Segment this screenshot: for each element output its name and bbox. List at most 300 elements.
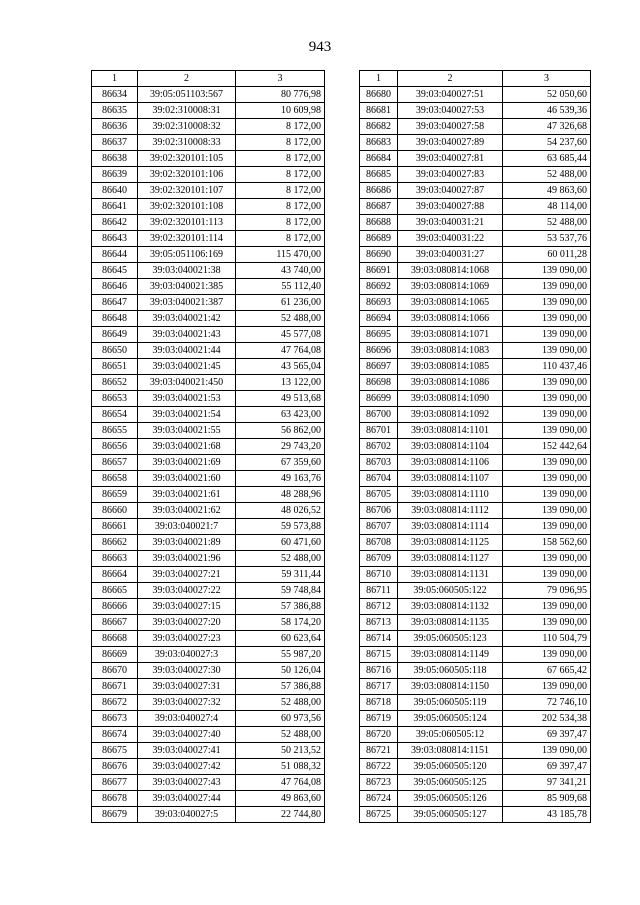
cadastral-number-cell: 39:03:040021:60 [138, 471, 236, 487]
value-cell: 59 748,84 [236, 583, 325, 599]
cadastral-number-cell: 39:03:040027:53 [398, 103, 503, 119]
cadastral-number-cell: 39:03:080814:1101 [398, 423, 503, 439]
value-cell: 139 090,00 [503, 471, 591, 487]
table-row [360, 295, 591, 311]
value-cell: 52 488,00 [503, 167, 591, 183]
row-number-cell: 86661 [92, 519, 138, 535]
cadastral-number-cell: 39:03:080814:1069 [398, 279, 503, 295]
cadastral-number-cell: 39:03:040027:30 [138, 663, 236, 679]
value-cell: 47 764,08 [236, 343, 325, 359]
table-row [92, 359, 325, 375]
value-cell: 51 088,32 [236, 759, 325, 775]
row-number-cell: 86707 [360, 519, 398, 535]
cadastral-number-cell: 39:02:320101:107 [138, 183, 236, 199]
cadastral-number-cell: 39:02:320101:106 [138, 167, 236, 183]
cadastral-number-cell: 39:03:080814:1149 [398, 647, 503, 663]
value-cell: 48 114,00 [503, 199, 591, 215]
table-row [360, 487, 591, 503]
row-number-cell: 86644 [92, 247, 138, 263]
table-row [360, 311, 591, 327]
cadastral-number-cell: 39:03:040021:43 [138, 327, 236, 343]
row-number-cell: 86712 [360, 599, 398, 615]
row-number-cell: 86646 [92, 279, 138, 295]
table-row [360, 759, 591, 775]
cadastral-number-cell: 39:03:080814:1106 [398, 455, 503, 471]
cadastral-number-cell: 39:03:040027:31 [138, 679, 236, 695]
registry-table-right [359, 70, 591, 823]
row-number-cell: 86701 [360, 423, 398, 439]
table-row [92, 487, 325, 503]
row-number-cell: 86724 [360, 791, 398, 807]
cadastral-number-cell: 39:05:060505:122 [398, 583, 503, 599]
table-row [360, 375, 591, 391]
value-cell: 52 488,00 [236, 311, 325, 327]
row-number-cell: 86713 [360, 615, 398, 631]
row-number-cell: 86640 [92, 183, 138, 199]
cadastral-number-cell: 39:03:040031:27 [398, 247, 503, 263]
row-number-cell: 86656 [92, 439, 138, 455]
value-cell: 115 470,00 [236, 247, 325, 263]
table-row [360, 567, 591, 583]
table-row [360, 247, 591, 263]
row-number-cell: 86671 [92, 679, 138, 695]
row-number-cell: 86718 [360, 695, 398, 711]
row-number-cell: 86687 [360, 199, 398, 215]
cadastral-number-cell: 39:03:040021:53 [138, 391, 236, 407]
table-row [92, 807, 325, 823]
table-row [92, 279, 325, 295]
value-cell: 69 397,47 [503, 759, 591, 775]
row-number-cell: 86688 [360, 215, 398, 231]
value-cell: 55 112,40 [236, 279, 325, 295]
table-row [360, 711, 591, 727]
table-row [92, 391, 325, 407]
row-number-cell: 86680 [360, 87, 398, 103]
row-number-cell: 86705 [360, 487, 398, 503]
value-cell: 97 341,21 [503, 775, 591, 791]
cadastral-number-cell: 39:03:080814:1071 [398, 327, 503, 343]
cadastral-number-cell: 39:05:051106:169 [138, 247, 236, 263]
row-number-cell: 86725 [360, 807, 398, 823]
value-cell: 72 746,10 [503, 695, 591, 711]
registry-table-left [91, 70, 325, 823]
table-row [92, 631, 325, 647]
table-row [360, 199, 591, 215]
table-row [360, 231, 591, 247]
value-cell: 50 213,52 [236, 743, 325, 759]
value-cell: 67 359,60 [236, 455, 325, 471]
table-row [92, 167, 325, 183]
row-number-cell: 86686 [360, 183, 398, 199]
value-cell: 45 577,08 [236, 327, 325, 343]
value-cell: 139 090,00 [503, 423, 591, 439]
table-row [360, 695, 591, 711]
row-number-cell: 86662 [92, 535, 138, 551]
row-number-cell: 86634 [92, 87, 138, 103]
cadastral-number-cell: 39:05:060505:126 [398, 791, 503, 807]
value-cell: 139 090,00 [503, 599, 591, 615]
value-cell: 60 011,28 [503, 247, 591, 263]
table-row [360, 407, 591, 423]
table-row [360, 535, 591, 551]
row-number-cell: 86710 [360, 567, 398, 583]
row-number-cell: 86639 [92, 167, 138, 183]
value-cell: 139 090,00 [503, 263, 591, 279]
table-row [92, 663, 325, 679]
row-number-cell: 86708 [360, 535, 398, 551]
row-number-cell: 86681 [360, 103, 398, 119]
cadastral-number-cell: 39:05:060505:124 [398, 711, 503, 727]
table-row [92, 759, 325, 775]
value-cell: 8 172,00 [236, 199, 325, 215]
row-number-cell: 86717 [360, 679, 398, 695]
value-cell: 53 537,76 [503, 231, 591, 247]
table-row [360, 423, 591, 439]
value-cell: 79 096,95 [503, 583, 591, 599]
cadastral-number-cell: 39:03:040027:5 [138, 807, 236, 823]
row-number-cell: 86720 [360, 727, 398, 743]
value-cell: 56 862,00 [236, 423, 325, 439]
value-cell: 58 174,20 [236, 615, 325, 631]
row-number-cell: 86653 [92, 391, 138, 407]
table-row [360, 503, 591, 519]
value-cell: 59 573,88 [236, 519, 325, 535]
column-header: 3 [236, 71, 325, 87]
value-cell: 60 471,60 [236, 535, 325, 551]
cadastral-number-cell: 39:02:310008:32 [138, 119, 236, 135]
value-cell: 10 609,98 [236, 103, 325, 119]
table-row [92, 455, 325, 471]
table-row [360, 359, 591, 375]
table-row [92, 599, 325, 615]
cadastral-number-cell: 39:03:080814:1085 [398, 359, 503, 375]
value-cell: 8 172,00 [236, 119, 325, 135]
row-number-cell: 86697 [360, 359, 398, 375]
table-row [92, 247, 325, 263]
table-row [92, 583, 325, 599]
cadastral-number-cell: 39:03:080814:1112 [398, 503, 503, 519]
cadastral-number-cell: 39:03:040021:61 [138, 487, 236, 503]
cadastral-number-cell: 39:05:051103:567 [138, 87, 236, 103]
value-cell: 49 863,60 [236, 791, 325, 807]
table-row [360, 167, 591, 183]
cadastral-number-cell: 39:03:080814:1114 [398, 519, 503, 535]
value-cell: 139 090,00 [503, 503, 591, 519]
table-row [92, 647, 325, 663]
cadastral-number-cell: 39:03:080814:1135 [398, 615, 503, 631]
cadastral-number-cell: 39:03:080814:1125 [398, 535, 503, 551]
cadastral-number-cell: 39:02:320101:105 [138, 151, 236, 167]
table-row [92, 231, 325, 247]
cadastral-number-cell: 39:03:040021:42 [138, 311, 236, 327]
table-row [92, 791, 325, 807]
table-row [360, 791, 591, 807]
cadastral-number-cell: 39:03:040031:21 [398, 215, 503, 231]
table-row [92, 711, 325, 727]
value-cell: 139 090,00 [503, 551, 591, 567]
table-row [92, 103, 325, 119]
table-row [360, 343, 591, 359]
row-number-cell: 86709 [360, 551, 398, 567]
row-number-cell: 86721 [360, 743, 398, 759]
row-number-cell: 86714 [360, 631, 398, 647]
value-cell: 49 163,76 [236, 471, 325, 487]
table-row [92, 87, 325, 103]
cadastral-number-cell: 39:03:040021:96 [138, 551, 236, 567]
table-row [92, 423, 325, 439]
column-header: 1 [360, 71, 398, 87]
cadastral-number-cell: 39:02:310008:33 [138, 135, 236, 151]
table-row [360, 583, 591, 599]
table-row [360, 471, 591, 487]
value-cell: 139 090,00 [503, 407, 591, 423]
cadastral-number-cell: 39:05:060505:119 [398, 695, 503, 711]
table-row [360, 679, 591, 695]
row-number-cell: 86695 [360, 327, 398, 343]
row-number-cell: 86657 [92, 455, 138, 471]
cadastral-number-cell: 39:03:040027:87 [398, 183, 503, 199]
table-row [92, 119, 325, 135]
value-cell: 48 288,96 [236, 487, 325, 503]
table-row [92, 263, 325, 279]
row-number-cell: 86669 [92, 647, 138, 663]
value-cell: 22 744,80 [236, 807, 325, 823]
cadastral-number-cell: 39:03:080814:1066 [398, 311, 503, 327]
row-number-cell: 86672 [92, 695, 138, 711]
value-cell: 139 090,00 [503, 279, 591, 295]
value-cell: 139 090,00 [503, 615, 591, 631]
value-cell: 158 562,60 [503, 535, 591, 551]
cadastral-number-cell: 39:03:040027:44 [138, 791, 236, 807]
cadastral-number-cell: 39:03:080814:1127 [398, 551, 503, 567]
table-row [360, 327, 591, 343]
value-cell: 52 488,00 [236, 727, 325, 743]
value-cell: 139 090,00 [503, 679, 591, 695]
row-number-cell: 86670 [92, 663, 138, 679]
column-header: 2 [398, 71, 503, 87]
table-row [360, 455, 591, 471]
row-number-cell: 86699 [360, 391, 398, 407]
table-row [360, 183, 591, 199]
cadastral-number-cell: 39:03:040021:69 [138, 455, 236, 471]
table-row [92, 343, 325, 359]
cadastral-number-cell: 39:03:040027:83 [398, 167, 503, 183]
cadastral-number-cell: 39:03:040027:89 [398, 135, 503, 151]
value-cell: 49 863,60 [503, 183, 591, 199]
table-row [92, 727, 325, 743]
cadastral-number-cell: 39:03:080814:1092 [398, 407, 503, 423]
value-cell: 139 090,00 [503, 647, 591, 663]
cadastral-number-cell: 39:03:040027:32 [138, 695, 236, 711]
cadastral-number-cell: 39:03:040027:40 [138, 727, 236, 743]
value-cell: 8 172,00 [236, 231, 325, 247]
cadastral-number-cell: 39:03:080814:1090 [398, 391, 503, 407]
table-row [92, 567, 325, 583]
cadastral-number-cell: 39:03:040021:55 [138, 423, 236, 439]
table-row [92, 327, 325, 343]
table-row [92, 439, 325, 455]
value-cell: 50 126,04 [236, 663, 325, 679]
table-row [360, 599, 591, 615]
value-cell: 57 386,88 [236, 679, 325, 695]
row-number-cell: 86679 [92, 807, 138, 823]
table-row [360, 647, 591, 663]
cadastral-number-cell: 39:03:040027:42 [138, 759, 236, 775]
row-number-cell: 86677 [92, 775, 138, 791]
row-number-cell: 86706 [360, 503, 398, 519]
value-cell: 47 326,68 [503, 119, 591, 135]
cadastral-number-cell: 39:05:060505:120 [398, 759, 503, 775]
value-cell: 49 513,68 [236, 391, 325, 407]
row-number-cell: 86700 [360, 407, 398, 423]
value-cell: 43 740,00 [236, 263, 325, 279]
cadastral-number-cell: 39:03:040031:22 [398, 231, 503, 247]
cadastral-number-cell: 39:03:040027:88 [398, 199, 503, 215]
table-row [360, 279, 591, 295]
table-row [360, 103, 591, 119]
value-cell: 8 172,00 [236, 135, 325, 151]
cadastral-number-cell: 39:03:080814:1132 [398, 599, 503, 615]
cadastral-number-cell: 39:03:040021:7 [138, 519, 236, 535]
row-number-cell: 86722 [360, 759, 398, 775]
cadastral-number-cell: 39:03:080814:1104 [398, 439, 503, 455]
value-cell: 139 090,00 [503, 519, 591, 535]
table-row [92, 375, 325, 391]
cadastral-number-cell: 39:03:040027:20 [138, 615, 236, 631]
row-number-cell: 86654 [92, 407, 138, 423]
value-cell: 85 909,68 [503, 791, 591, 807]
row-number-cell: 86698 [360, 375, 398, 391]
cadastral-number-cell: 39:03:080814:1068 [398, 263, 503, 279]
row-number-cell: 86642 [92, 215, 138, 231]
cadastral-number-cell: 39:03:040021:450 [138, 375, 236, 391]
value-cell: 13 122,00 [236, 375, 325, 391]
row-number-cell: 86658 [92, 471, 138, 487]
table-row [360, 631, 591, 647]
cadastral-number-cell: 39:03:040027:23 [138, 631, 236, 647]
table-row [360, 135, 591, 151]
table-row [360, 391, 591, 407]
table-row [92, 615, 325, 631]
value-cell: 29 743,20 [236, 439, 325, 455]
value-cell: 139 090,00 [503, 743, 591, 759]
table-row [92, 695, 325, 711]
value-cell: 43 565,04 [236, 359, 325, 375]
value-cell: 139 090,00 [503, 343, 591, 359]
value-cell: 61 236,00 [236, 295, 325, 311]
cadastral-number-cell: 39:05:060505:123 [398, 631, 503, 647]
value-cell: 54 237,60 [503, 135, 591, 151]
row-number-cell: 86678 [92, 791, 138, 807]
table-row [92, 743, 325, 759]
cadastral-number-cell: 39:03:080814:1110 [398, 487, 503, 503]
cadastral-number-cell: 39:05:060505:127 [398, 807, 503, 823]
row-number-cell: 86673 [92, 711, 138, 727]
value-cell: 60 973,56 [236, 711, 325, 727]
row-number-cell: 86660 [92, 503, 138, 519]
row-number-cell: 86690 [360, 247, 398, 263]
row-number-cell: 86638 [92, 151, 138, 167]
cadastral-number-cell: 39:02:320101:108 [138, 199, 236, 215]
cadastral-number-cell: 39:03:040021:89 [138, 535, 236, 551]
cadastral-number-cell: 39:03:080814:1086 [398, 375, 503, 391]
row-number-cell: 86664 [92, 567, 138, 583]
value-cell: 52 488,00 [503, 215, 591, 231]
table-row [92, 311, 325, 327]
value-cell: 47 764,08 [236, 775, 325, 791]
table-row [360, 87, 591, 103]
cadastral-number-cell: 39:03:080814:1150 [398, 679, 503, 695]
table-row [360, 663, 591, 679]
row-number-cell: 86685 [360, 167, 398, 183]
cadastral-number-cell: 39:03:040027:4 [138, 711, 236, 727]
table-row [92, 679, 325, 695]
row-number-cell: 86649 [92, 327, 138, 343]
table-row [92, 151, 325, 167]
table-row [360, 615, 591, 631]
cadastral-number-cell: 39:03:080814:1065 [398, 295, 503, 311]
value-cell: 139 090,00 [503, 327, 591, 343]
column-header: 3 [503, 71, 591, 87]
cadastral-number-cell: 39:03:080814:1151 [398, 743, 503, 759]
table-row [360, 119, 591, 135]
table-row [360, 807, 591, 823]
cadastral-number-cell: 39:05:060505:118 [398, 663, 503, 679]
value-cell: 55 987,20 [236, 647, 325, 663]
value-cell: 52 050,60 [503, 87, 591, 103]
row-number-cell: 86636 [92, 119, 138, 135]
value-cell: 46 539,36 [503, 103, 591, 119]
table-row [92, 407, 325, 423]
table-row [92, 503, 325, 519]
cadastral-number-cell: 39:03:040027:15 [138, 599, 236, 615]
cadastral-number-cell: 39:03:040021:385 [138, 279, 236, 295]
cadastral-number-cell: 39:03:040027:41 [138, 743, 236, 759]
value-cell: 152 442,64 [503, 439, 591, 455]
cadastral-number-cell: 39:03:040027:43 [138, 775, 236, 791]
row-number-cell: 86667 [92, 615, 138, 631]
cadastral-number-cell: 39:03:040027:22 [138, 583, 236, 599]
table-row [92, 535, 325, 551]
value-cell: 80 776,98 [236, 87, 325, 103]
row-number-cell: 86650 [92, 343, 138, 359]
row-number-cell: 86647 [92, 295, 138, 311]
table-row [360, 743, 591, 759]
value-cell: 69 397,47 [503, 727, 591, 743]
cadastral-number-cell: 39:05:060505:12 [398, 727, 503, 743]
table-row [92, 135, 325, 151]
cadastral-number-cell: 39:02:320101:114 [138, 231, 236, 247]
value-cell: 139 090,00 [503, 487, 591, 503]
row-number-cell: 86676 [92, 759, 138, 775]
row-number-cell: 86641 [92, 199, 138, 215]
row-number-cell: 86665 [92, 583, 138, 599]
row-number-cell: 86645 [92, 263, 138, 279]
table-row [360, 727, 591, 743]
value-cell: 139 090,00 [503, 567, 591, 583]
value-cell: 43 185,78 [503, 807, 591, 823]
row-number-cell: 86694 [360, 311, 398, 327]
value-cell: 57 386,88 [236, 599, 325, 615]
row-number-cell: 86689 [360, 231, 398, 247]
cadastral-number-cell: 39:03:040021:54 [138, 407, 236, 423]
value-cell: 202 534,38 [503, 711, 591, 727]
table-row [92, 295, 325, 311]
table-row [92, 775, 325, 791]
row-number-cell: 86668 [92, 631, 138, 647]
value-cell: 110 437,46 [503, 359, 591, 375]
row-number-cell: 86691 [360, 263, 398, 279]
